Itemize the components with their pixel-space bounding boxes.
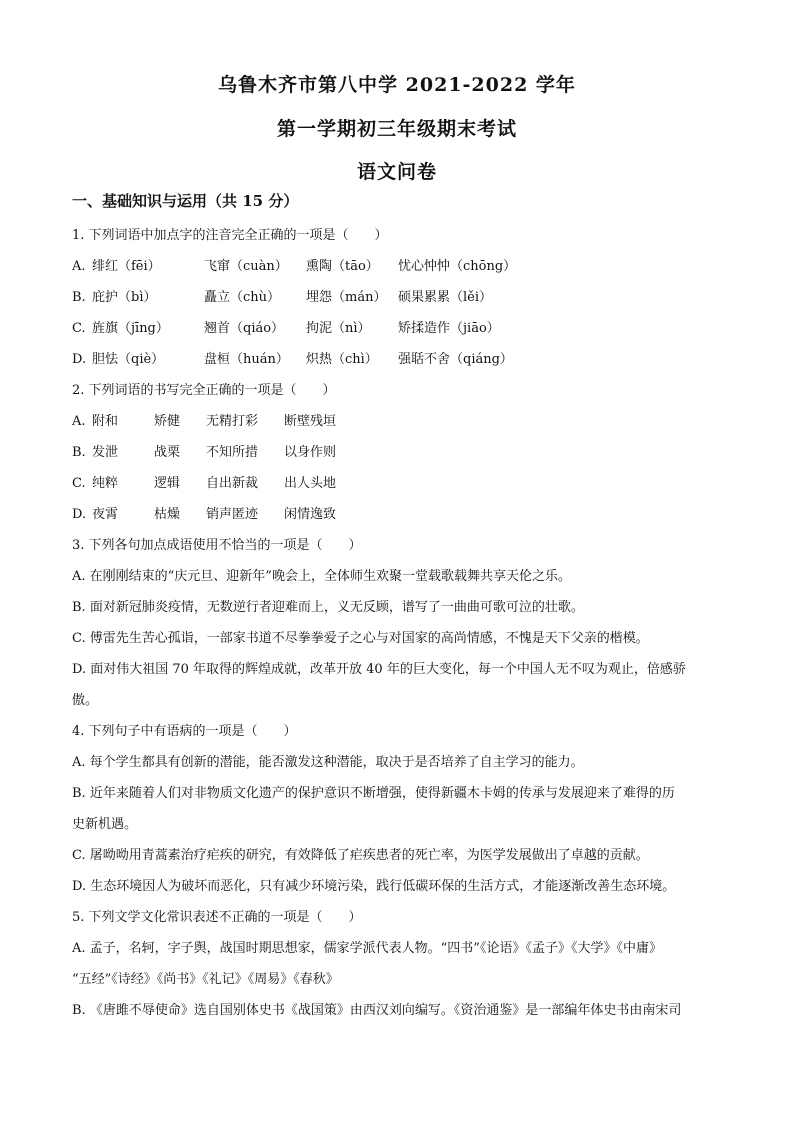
option-label: A. xyxy=(72,414,86,429)
exam-title-subject: 语文问卷 xyxy=(356,161,437,183)
option-word: 熏陶（tāo） xyxy=(306,259,379,274)
option-sentence-continued: “五经”《诗经》《尚书》《礼记》《周易》《春秋》 xyxy=(72,972,339,987)
option-label: B. xyxy=(72,290,86,305)
question-stem: 5. 下列文学文化常识表述不正确的一项是（ ） xyxy=(72,910,362,925)
question-stem: 3. 下列各句加点成语使用不恰当的一项是（ ） xyxy=(72,538,362,553)
question-list xyxy=(72,220,727,1026)
option-word: 逻辑 xyxy=(154,476,181,491)
option-word: 断壁残垣 xyxy=(284,414,337,429)
option-word: 庇护（bì） xyxy=(92,290,157,305)
option-sentence-continued: 史新机遇。 xyxy=(72,817,138,832)
option-word: 销声匿迹 xyxy=(206,507,259,522)
option-row xyxy=(72,344,727,375)
option-row xyxy=(72,468,727,499)
option-sentence: D. 生态环境因人为破坏而恶化，只有减少环境污染，践行低碳环保的生活方式，才能逐渐改善生态环境。 xyxy=(72,879,676,894)
option-sentence: D. 面对伟大祖国 70 年取得的辉煌成就，改革开放 40 年的巨大变化，每一个中国人无不叹为观止，倍感骄 xyxy=(72,662,686,677)
option-word: 以身作则 xyxy=(284,445,337,460)
option-word: 闲情逸致 xyxy=(284,507,337,522)
section-heading: 一、基础知识与运用（共 15 分） xyxy=(72,192,299,210)
option-label: C. xyxy=(72,476,86,491)
option-label: C. xyxy=(72,321,86,336)
option-sentence: B. 《唐雎不辱使命》选自国别体史书《战国策》由西汉刘向编写。《资治通鉴》是一部编年体史书由南宋司 xyxy=(72,1003,682,1018)
option-word: 炽热（chì） xyxy=(306,352,378,367)
option-word: 翘首（qiáo） xyxy=(204,321,285,336)
option-word: 发泄 xyxy=(92,445,119,460)
question-stem: 4. 下列句子中有语病的一项是（ ） xyxy=(72,724,297,739)
option-row xyxy=(72,313,727,344)
option-sentence: B. 近年来随着人们对非物质文化遗产的保护意识不断增强，使得新疆木卡姆的传承与发展迎来了难得的历 xyxy=(72,786,675,801)
option-word: 飞窜（cuàn） xyxy=(204,259,288,274)
option-word: 纯粹 xyxy=(92,476,119,491)
option-row xyxy=(72,437,727,468)
option-word: 拘泥（nì） xyxy=(306,321,371,336)
option-word: 不知所措 xyxy=(206,445,259,460)
option-label: D. xyxy=(72,352,87,367)
option-label: B. xyxy=(72,445,86,460)
option-word: 矫健 xyxy=(154,414,181,429)
option-sentence: C. 傅雷先生苦心孤诣，一部家书道不尽拳拳爱子之心与对国家的高尚情感，不愧是天下父亲的楷模。 xyxy=(72,631,649,646)
option-row xyxy=(72,406,727,437)
exam-title-term: 第一学期初三年级期末考试 xyxy=(276,118,517,140)
option-word: 盘桓（huán） xyxy=(204,352,289,367)
option-row xyxy=(72,282,727,313)
option-word: 战栗 xyxy=(154,445,181,460)
option-word: 出人头地 xyxy=(284,476,337,491)
option-word: 矗立（chù） xyxy=(204,290,281,305)
option-sentence: A. 孟子，名轲，字子舆，战国时期思想家，儒家学派代表人物。“四书”《论语》《孟子》《大学》《中庸》 xyxy=(72,941,662,956)
option-word: 绯红（fēi） xyxy=(92,259,161,274)
option-word: 埋怨（mán） xyxy=(306,290,387,305)
option-row xyxy=(72,251,727,282)
question-stem: 2. 下列词语的书写完全正确的一项是（ ） xyxy=(72,383,336,398)
option-sentence: C. 屠呦呦用青蒿素治疗疟疾的研究，有效降低了疟疾患者的死亡率，为医学发展做出了卓越的贡献。 xyxy=(72,848,649,863)
option-sentence: A. 每个学生都具有创新的潜能，能否激发这种潜能，取决于是否培养了自主学习的能力。 xyxy=(72,755,584,770)
option-word: 强聒不舍（qiáng） xyxy=(398,352,513,367)
option-word: 无精打彩 xyxy=(206,414,259,429)
option-row xyxy=(72,499,727,530)
question-stem: 1. 下列词语中加点字的注音完全正确的一项是（ ） xyxy=(72,228,388,243)
option-word: 附和 xyxy=(92,414,119,429)
option-label: D. xyxy=(72,507,87,522)
option-word: 硕果累累（lěi） xyxy=(398,290,493,305)
option-word: 自出新裁 xyxy=(206,476,259,491)
option-word: 旌旗（jīng） xyxy=(92,321,169,336)
option-word: 矫揉造作（jiāo） xyxy=(398,321,500,336)
option-sentence: A. 在刚刚结束的“庆元旦、迎新年”晚会上，全体师生欢聚一堂载歌载舞共享天伦之乐。 xyxy=(72,569,571,584)
option-word: 夜霄 xyxy=(92,507,119,522)
option-word: 枯燥 xyxy=(154,507,181,522)
option-sentence-continued: 傲。 xyxy=(72,693,99,708)
exam-title-school: 乌鲁木齐市第八中学 2021-2022 学年 xyxy=(218,74,576,96)
option-word: 忧心忡忡（chōng） xyxy=(398,259,517,274)
option-sentence: B. 面对新冠肺炎疫情，无数逆行者迎难而上，义无反顾，谱写了一曲曲可歌可泣的壮歌。 xyxy=(72,600,584,615)
option-word: 胆怯（qiè） xyxy=(92,352,165,367)
option-label: A. xyxy=(72,259,86,274)
